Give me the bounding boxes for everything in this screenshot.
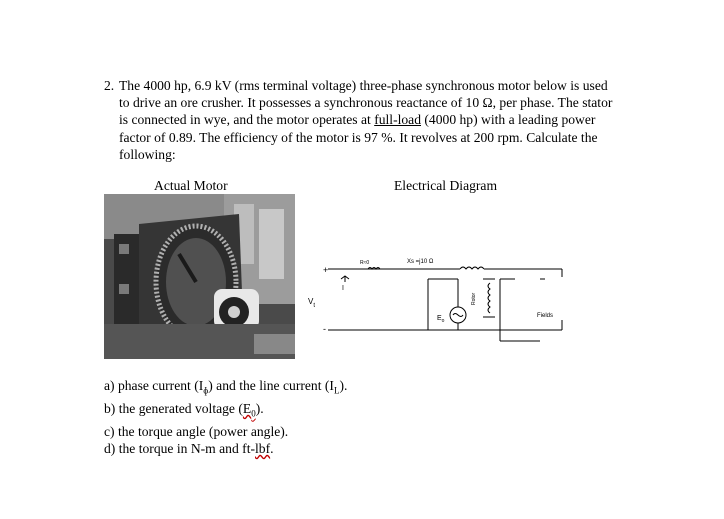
- electrical-diagram: [300, 250, 570, 360]
- part-b: b) the generated voltage $(E_0)$.: [104, 400, 264, 419]
- plus-terminal: +: [323, 265, 329, 275]
- eo-label: $E_o$: [437, 315, 445, 324]
- field-label: Fields: [537, 313, 554, 319]
- actual-motor-label: Actual Motor: [154, 178, 228, 193]
- problem-statement: [104, 77, 616, 163]
- part-d: d) the torque in N-m and ft-lbf.: [104, 441, 274, 457]
- part-c: c) the torque angle (power angle).: [104, 423, 289, 439]
- rotor-label: Rotor: [471, 292, 477, 305]
- reactance-label: Xs =j10 Ω: [407, 259, 434, 265]
- vt-label: $V_t$: [308, 297, 316, 309]
- problem-text: The 4000 hp, 6.9 kV (rms terminal voltage) three-phase synchronous motor below is used to drive an ore crusher. It possesses a synchronous reactance of 10 Ω, per phase. The stator is connected in wye, and the motor operates at full-load (4000 hp) with a leading power factor of 0.89. The efficiency of the motor is 97 %. It revolves at 200 rpm. Calculate the following:: [119, 78, 613, 162]
- problem-number: 2.: [104, 78, 115, 93]
- electrical-diagram-label: Electrical Diagram: [394, 178, 498, 193]
- minus-terminal: -: [323, 324, 326, 334]
- part-a: a) phase current $(I_ɸ)$ and the line current $(I_L)$.: [104, 378, 348, 396]
- current-label: I: [342, 285, 344, 292]
- motor-photo: [104, 194, 295, 359]
- full-load-term: full-load: [374, 112, 421, 128]
- resistor-label: R≈0: [360, 260, 370, 266]
- question-parts: [104, 377, 347, 457]
